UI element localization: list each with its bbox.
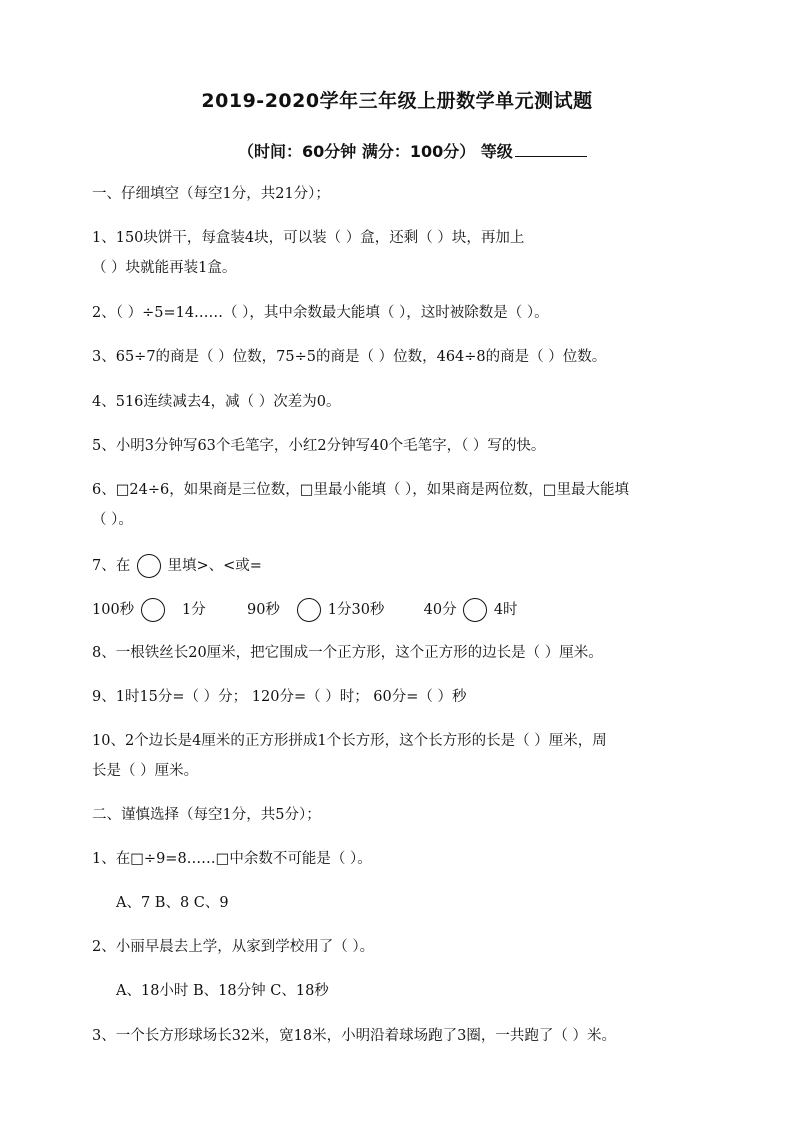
q7-intro-text-b: 里填>、<或= (167, 558, 262, 574)
question-8: 8、一根铁丝长20厘米，把它围成一个正方形，这个正方形的边长是（ ）厘米。 (92, 645, 603, 661)
q7-item2-right: 1分30秒 (327, 602, 385, 618)
compare-circle-3[interactable] (463, 598, 487, 622)
question-4: 4、516连续减去4，减（ ）次差为0。 (92, 394, 341, 410)
section1-heading: 一、仔细填空（每空1分，共21分）； (92, 186, 330, 202)
q7-item1-left: 100秒 (92, 602, 135, 618)
question-5: 5、小明3分钟写63个毛笔字，小红2分钟写40个毛笔字，（ ）写的快。 (92, 438, 546, 454)
question-7-intro (92, 554, 262, 578)
q7-item3-right: 4时 (493, 602, 518, 618)
compare-circle-example (137, 554, 161, 578)
q7-item3-left: 40分 (423, 602, 457, 618)
compare-circle-2[interactable] (297, 598, 321, 622)
subtitle-text: （时间：60分钟 满分：100分） 等级 (238, 142, 513, 161)
choice-question-3: 3、一个长方形球场长32米，宽18米，小明沿着球场跑了3圈，一共跑了（ ）米。 (92, 1028, 616, 1044)
choice-question-2-options: A、18小时 B、18分钟 C、18秒 (116, 983, 329, 999)
compare-circle-1[interactable] (141, 598, 165, 622)
page-subtitle (238, 139, 587, 162)
question-3: 3、65÷7的商是（ ）位数，75÷5的商是（ ）位数，464÷8的商是（ ）位数。 (92, 349, 607, 365)
q7-item1-right: 1分 (182, 602, 206, 618)
question-1-line-2: （ ）块就能再装1盒。 (92, 260, 237, 276)
question-10-line-1: 10、2个边长是4厘米的正方形拼成1个长方形，这个长方形的长是（ ）厘米，周 (92, 733, 607, 749)
q7-intro-text-a: 7、在 (92, 558, 131, 574)
question-6-line-2: （ ）。 (92, 512, 133, 528)
grade-blank[interactable] (515, 142, 587, 157)
question-9: 9、1时15分=（ ）分； 120分=（ ）时； 60分=（ ）秒 (92, 689, 467, 705)
choice-question-1-options: A、7 B、8 C、9 (116, 895, 229, 911)
q7-item2-left: 90秒 (246, 602, 280, 618)
choice-question-1: 1、在□÷9=8……□中余数不可能是（ ）。 (92, 851, 372, 867)
question-7-items (92, 598, 518, 622)
page-title: 2019-2020学年三年级上册数学单元测试题 (201, 90, 593, 112)
question-1-line-1: 1、150块饼干，每盒装4块，可以装（ ）盒，还剩（ ）块，再加上 (92, 230, 525, 246)
question-6-line-1: 6、□24÷6，如果商是三位数，□里最小能填（ ），如果商是两位数，□里最大能填 (92, 482, 630, 498)
section2-heading: 二、谨慎选择（每空1分，共5分）； (92, 807, 321, 823)
question-2: 2、（ ）÷5=14……（ ），其中余数最大能填（ ），这时被除数是（ ）。 (92, 305, 549, 321)
choice-question-2: 2、小丽早晨去上学，从家到学校用了（ ）。 (92, 939, 375, 955)
question-10-line-2: 长是（ ）厘米。 (92, 763, 199, 779)
